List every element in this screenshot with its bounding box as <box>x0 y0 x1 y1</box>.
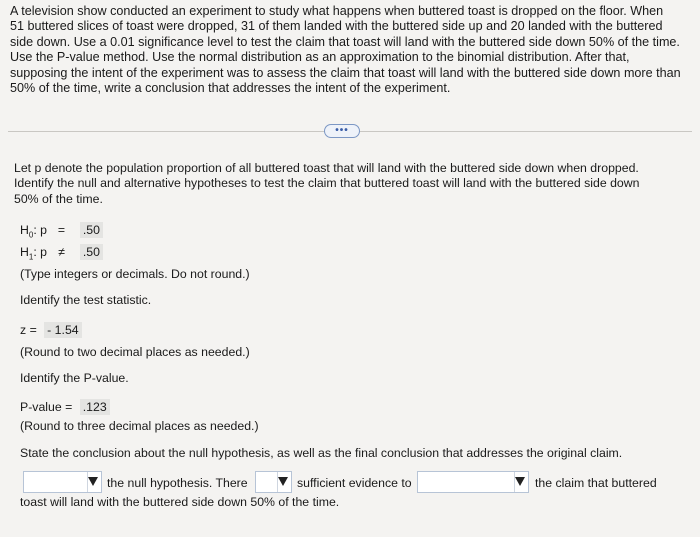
problem-statement <box>10 4 698 96</box>
h1-symbol: $H_1$: p <box>20 245 48 262</box>
z-value-answer[interactable]: - 1.54 <box>44 322 81 338</box>
chevron-down-icon <box>278 477 288 486</box>
hypotheses-note: (Type integers or decimals. Do not round.) <box>20 267 250 281</box>
alternative-hypothesis <box>20 244 103 261</box>
pvalue-prompt: Identify the P-value. <box>20 371 129 385</box>
pvalue-answer[interactable]: .123 <box>80 399 110 415</box>
conclusion-text-2: sufficient evidence to <box>297 476 412 490</box>
evidence-dropdown[interactable] <box>255 471 292 493</box>
conclusion-line-2: toast will land with the buttered side down 50% of the time. <box>20 495 340 509</box>
h0-symbol: $H_0$: p <box>20 223 48 240</box>
problem-line: supposing the intent of the experiment was to assess the claim that toast will land with the buttered side down more than <box>10 65 681 80</box>
problem-line: Use the P-value method. Use the normal distribution as an approximation to the binomial distribution. After that, <box>10 50 630 65</box>
pvalue-note: (Round to three decimal places as needed.) <box>20 419 259 433</box>
question-intro <box>14 161 639 207</box>
conclusion-text-1: the null hypothesis. There <box>107 476 248 490</box>
reject-decision-dropdown[interactable] <box>23 471 102 493</box>
conclusion-text-3: the claim that buttered <box>535 476 657 490</box>
chevron-down-icon <box>515 477 525 486</box>
intro-line: 50% of the time. <box>14 191 103 206</box>
conclusion-prompt: State the conclusion about the null hypothesis, as well as the final conclusion that addresses the original claim. <box>20 446 623 460</box>
chevron-down-icon <box>88 477 98 486</box>
claim-action-dropdown[interactable] <box>417 471 529 493</box>
intro-line: Identify the null and alternative hypotheses to test the claim that buttered toast will land with the buttered side down <box>14 176 640 191</box>
h0-operator: = <box>57 223 66 237</box>
z-label: z = <box>20 323 37 337</box>
problem-line: 50% of the time, write a conclusion that addresses the intent of the experiment. <box>10 81 451 96</box>
test-statistic-prompt: Identify the test statistic. <box>20 293 152 307</box>
problem-line: side down. Use a 0.01 significance level to test the claim that toast will land with the buttered side down 50% of the time. <box>10 34 680 49</box>
h1-operator: ≠ <box>58 245 65 259</box>
intro-line: Let p denote the population proportion of all buttered toast that will land with the buttered side down when dropped. <box>14 161 639 175</box>
ellipsis-icon: ••• <box>335 125 349 136</box>
problem-line: 51 buttered slices of toast were dropped, 31 of them landed with the buttered side up and 20 landed with the buttered <box>10 19 663 34</box>
h1-value-answer[interactable]: .50 <box>80 244 103 260</box>
h0-value-answer[interactable]: .50 <box>80 222 103 238</box>
test-statistic-note: (Round to two decimal places as needed.) <box>20 345 250 359</box>
null-hypothesis <box>20 222 103 239</box>
expand-more-button[interactable] <box>324 124 360 138</box>
test-statistic-row <box>20 322 82 338</box>
pvalue-row <box>20 399 110 415</box>
problem-line: A television show conducted an experiment to study what happens when buttered toast is dropped on the floor. When <box>10 4 664 18</box>
pvalue-label: P-value = <box>20 400 73 414</box>
